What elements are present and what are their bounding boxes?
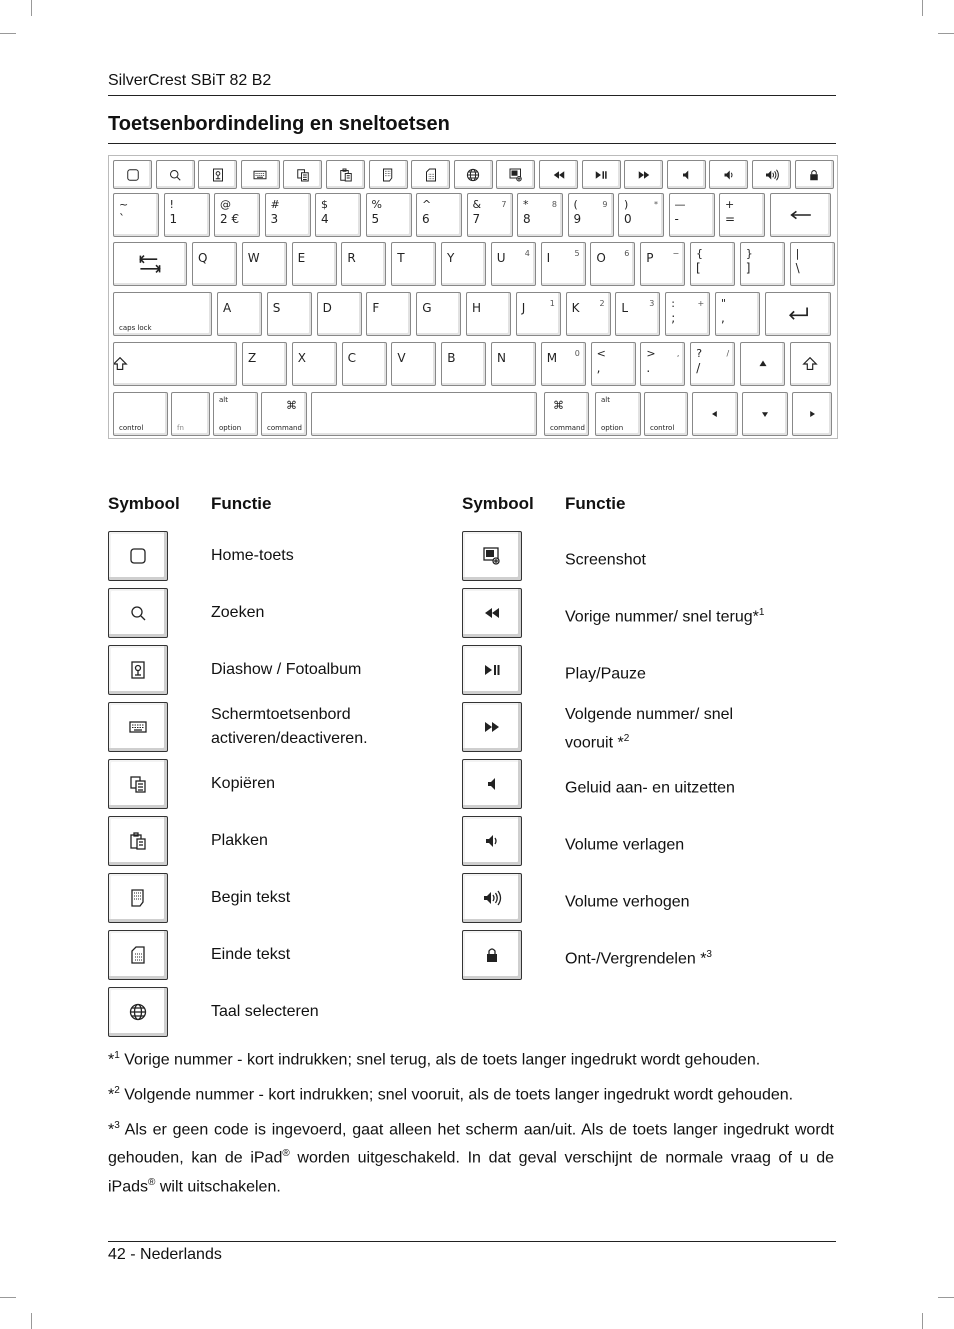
key-char: 7 bbox=[472, 212, 481, 226]
symbol-key-volume-down bbox=[462, 816, 522, 866]
play-pause-icon bbox=[594, 167, 609, 182]
shift-right-key[interactable] bbox=[790, 342, 831, 386]
key-numpad-char: 0 bbox=[574, 349, 580, 358]
command-icon: ⌘ bbox=[553, 399, 564, 412]
keyboard-key[interactable] bbox=[416, 193, 462, 237]
keyboard-key[interactable] bbox=[292, 342, 337, 386]
key-char: [ bbox=[696, 261, 701, 275]
command-label: command bbox=[550, 424, 585, 432]
keyboard-key[interactable] bbox=[366, 292, 411, 336]
key-shift-char: ( bbox=[573, 198, 578, 211]
key-numpad-char: 2 bbox=[599, 299, 605, 308]
key-char: 9 bbox=[573, 212, 582, 226]
footnote-2: *$^2$ Volgende nummer - kort indrukken; snel vooruit, als de toets langer ingedrukt wordt gehouden. bbox=[108, 1085, 794, 1104]
key-shift-char: } bbox=[745, 247, 753, 260]
paste-icon bbox=[128, 831, 148, 851]
key-char: U bbox=[496, 251, 506, 265]
enter-icon bbox=[785, 301, 811, 327]
fn-key-volume-up[interactable] bbox=[752, 160, 791, 189]
fast-forward-icon bbox=[636, 167, 651, 182]
fn-key[interactable] bbox=[171, 392, 210, 436]
symbol-key-text-start bbox=[108, 873, 168, 923]
key-char: G bbox=[422, 301, 432, 315]
key-char: H bbox=[472, 301, 482, 315]
arrow-right-key[interactable] bbox=[792, 392, 832, 436]
key-char: X bbox=[297, 351, 307, 365]
search-icon bbox=[128, 603, 148, 623]
symbol-key-home bbox=[108, 531, 168, 581]
slideshow-icon bbox=[128, 660, 148, 680]
fn-key-globe[interactable] bbox=[454, 160, 493, 189]
page-header bbox=[108, 70, 836, 96]
keyboard-key[interactable] bbox=[164, 193, 210, 237]
fn-key-play-pause[interactable] bbox=[582, 160, 621, 189]
fn-key-rewind[interactable] bbox=[539, 160, 578, 189]
control-right-key[interactable] bbox=[644, 392, 688, 436]
keyboard-key[interactable] bbox=[265, 193, 311, 237]
arrow-left-icon bbox=[709, 408, 721, 420]
keyboard-key[interactable] bbox=[466, 292, 511, 336]
col-function-left: Functie bbox=[211, 494, 272, 513]
keyboard-key[interactable] bbox=[441, 242, 486, 286]
keyboard-key[interactable] bbox=[467, 193, 513, 237]
key-shift-char: $ bbox=[321, 198, 328, 211]
fast-forward-icon bbox=[482, 717, 502, 737]
option-right-key[interactable] bbox=[595, 392, 641, 436]
keyboard-key[interactable] bbox=[669, 193, 715, 237]
volume-down-icon bbox=[721, 167, 736, 182]
function-text: Vorige nummer/ snel terug*$^1$ bbox=[565, 607, 765, 626]
key-char: Q bbox=[198, 251, 208, 265]
key-char: Z bbox=[248, 351, 257, 365]
fn-key-home[interactable] bbox=[113, 160, 152, 189]
globe-icon bbox=[466, 167, 481, 182]
space-key[interactable] bbox=[311, 392, 537, 436]
arrow-up-icon bbox=[756, 357, 770, 371]
key-shift-char: > bbox=[646, 347, 656, 360]
crop-mark bbox=[922, 1313, 923, 1329]
function-text: Home-toets bbox=[211, 547, 294, 564]
key-char: 3 bbox=[270, 212, 279, 226]
home-icon bbox=[128, 546, 148, 566]
fn-key-text-end[interactable] bbox=[411, 160, 450, 189]
function-text: Screenshot bbox=[565, 551, 646, 569]
function-text: Diashow / Fotoalbum bbox=[211, 661, 362, 678]
screenshot-icon bbox=[482, 546, 502, 566]
key-numpad-char: 1 bbox=[549, 299, 555, 308]
keyboard-icon bbox=[253, 167, 268, 182]
symbol-key-screenshot bbox=[462, 531, 522, 581]
keyboard-key[interactable] bbox=[491, 242, 536, 286]
key-char: , bbox=[721, 311, 725, 325]
function-text: Einde tekst bbox=[211, 946, 291, 963]
keyboard-key[interactable] bbox=[315, 193, 361, 237]
function-text: Plakken bbox=[211, 832, 268, 849]
symbol-key-globe bbox=[108, 987, 168, 1037]
crop-mark bbox=[938, 1297, 954, 1298]
keyboard-key[interactable] bbox=[242, 242, 287, 286]
key-shift-char: @ bbox=[220, 198, 231, 211]
key-char: L bbox=[621, 301, 629, 315]
keyboard-key[interactable] bbox=[591, 342, 636, 386]
caps-lock-label: caps lock bbox=[119, 324, 152, 332]
paste-icon bbox=[338, 167, 353, 182]
col-symbol-right: Symbool bbox=[462, 494, 534, 513]
key-numpad-char: + bbox=[697, 299, 705, 308]
arrow-down-key[interactable] bbox=[742, 392, 788, 436]
footnote-3: *$^3$ Als er geen code is ingevoerd, gaat alleen het scherm aan/uit. Als de toets langer ingedrukt wordt gehouden, kan de iPad® worden uitgeschakeld. In dat geval verschijnt de normale vraag of u de iPads® wilt uitschakelen. bbox=[108, 1120, 834, 1195]
crop-mark bbox=[922, 0, 923, 16]
keyboard-key[interactable] bbox=[590, 242, 635, 286]
arrow-up-key[interactable] bbox=[740, 342, 785, 386]
key-char: 5 bbox=[371, 212, 380, 226]
symbol-key-search bbox=[108, 588, 168, 638]
key-numpad-char: 7 bbox=[501, 200, 507, 209]
key-shift-char: + bbox=[725, 198, 735, 211]
lock-icon bbox=[807, 167, 822, 182]
fn-key-copy[interactable] bbox=[283, 160, 322, 189]
crop-mark bbox=[0, 33, 16, 34]
key-shift-char: ? bbox=[696, 347, 703, 360]
fn-key-slideshow[interactable] bbox=[198, 160, 237, 189]
key-char: 2 € bbox=[220, 212, 240, 226]
function-text: Kopiëren bbox=[211, 775, 276, 792]
keyboard-key[interactable] bbox=[719, 193, 765, 237]
option-label: option bbox=[219, 424, 242, 432]
key-numpad-char: / bbox=[726, 349, 730, 358]
symbol-key-volume-up bbox=[462, 873, 522, 923]
symbol-key-text-end bbox=[108, 930, 168, 980]
mute-icon bbox=[679, 167, 694, 182]
key-numpad-char: 3 bbox=[649, 299, 655, 308]
alt-label: alt bbox=[219, 396, 228, 404]
key-char: F bbox=[372, 301, 380, 315]
keyboard-key[interactable] bbox=[441, 342, 486, 386]
function-text: Volgende nummer/ snel vooruit *$^2$ bbox=[565, 706, 734, 752]
page-number: 42 - Nederlands bbox=[108, 1246, 222, 1263]
symbol-key-fast-forward bbox=[462, 702, 522, 752]
shift-left-key[interactable] bbox=[113, 342, 237, 386]
text-end-icon bbox=[128, 945, 148, 965]
keyboard-key[interactable] bbox=[391, 342, 436, 386]
key-numpad-char: − bbox=[672, 249, 680, 258]
keyboard-key[interactable] bbox=[568, 193, 614, 237]
volume-down-icon bbox=[482, 831, 502, 851]
home-icon bbox=[125, 167, 140, 182]
keyboard-key[interactable] bbox=[491, 342, 536, 386]
fn-key-search[interactable] bbox=[156, 160, 195, 189]
key-char: P bbox=[646, 251, 654, 265]
keyboard-key[interactable] bbox=[214, 193, 260, 237]
caps-lock-key[interactable] bbox=[113, 292, 212, 336]
keyboard-key[interactable] bbox=[341, 242, 386, 286]
fn-key-text-start[interactable] bbox=[369, 160, 408, 189]
key-shift-char: * bbox=[523, 198, 529, 211]
key-shift-char: { bbox=[696, 247, 703, 260]
key-shift-char: ^ bbox=[422, 198, 432, 211]
key-numpad-char: 9 bbox=[602, 200, 608, 209]
keyboard-icon bbox=[128, 717, 148, 737]
command-right-key[interactable] bbox=[544, 392, 589, 436]
function-text: Zoeken bbox=[211, 604, 265, 621]
key-numpad-char: 5 bbox=[574, 249, 580, 258]
function-text: Taal selecteren bbox=[211, 1003, 319, 1020]
keyboard-key[interactable] bbox=[541, 342, 586, 386]
keyboard-key[interactable] bbox=[267, 292, 312, 336]
keyboard-key[interactable] bbox=[192, 242, 237, 286]
fn-key-paste[interactable] bbox=[326, 160, 365, 189]
fn-key-mute[interactable] bbox=[667, 160, 706, 189]
keyboard-key[interactable] bbox=[113, 193, 159, 237]
keyboard-key[interactable] bbox=[517, 193, 563, 237]
key-char: K bbox=[571, 301, 580, 315]
keyboard-key[interactable] bbox=[740, 242, 785, 286]
col-symbol-left: Symbool bbox=[108, 494, 180, 513]
fn-key-keyboard[interactable] bbox=[241, 160, 280, 189]
symbol-key-mute bbox=[462, 759, 522, 809]
key-shift-char: — bbox=[674, 198, 686, 211]
key-char: - bbox=[674, 212, 679, 226]
keyboard-key[interactable] bbox=[665, 292, 710, 336]
key-shift-char: ! bbox=[169, 198, 174, 211]
key-char: = bbox=[725, 212, 736, 226]
key-char: R bbox=[347, 251, 356, 265]
key-shift-char: < bbox=[596, 347, 606, 360]
key-numpad-char: 8 bbox=[551, 200, 557, 209]
crop-mark bbox=[0, 1297, 16, 1298]
keyboard-key[interactable] bbox=[690, 342, 735, 386]
key-char: \ bbox=[795, 261, 800, 275]
key-shift-char: ) bbox=[624, 198, 629, 211]
arrow-right-icon bbox=[806, 408, 818, 420]
fn-label: fn bbox=[177, 424, 184, 432]
key-char: 0 bbox=[624, 212, 632, 226]
key-shift-char: " bbox=[721, 297, 727, 310]
fn-key-lock[interactable] bbox=[795, 160, 834, 189]
command-left-key[interactable] bbox=[261, 392, 307, 436]
control-left-key[interactable] bbox=[113, 392, 168, 436]
volume-up-icon bbox=[764, 167, 779, 182]
symbol-key-play-pause bbox=[462, 645, 522, 695]
shift-icon bbox=[113, 355, 129, 373]
key-char: 6 bbox=[422, 212, 430, 226]
key-shift-char: & bbox=[472, 198, 482, 211]
keyboard-key[interactable] bbox=[317, 292, 362, 336]
globe-icon bbox=[128, 1002, 148, 1022]
function-text: Play/Pauze bbox=[565, 665, 646, 683]
text-start-icon bbox=[128, 888, 148, 908]
page-footer bbox=[108, 1241, 836, 1263]
arrow-down-icon bbox=[759, 408, 771, 420]
control-label: control bbox=[650, 424, 675, 432]
crop-mark bbox=[938, 33, 954, 34]
key-shift-char: | bbox=[795, 247, 800, 260]
keyboard-key[interactable] bbox=[217, 292, 262, 336]
lock-icon bbox=[482, 945, 502, 965]
symbol-key-paste bbox=[108, 816, 168, 866]
key-char: T bbox=[397, 251, 405, 265]
tab-icon bbox=[138, 252, 162, 276]
arrow-left-key[interactable] bbox=[692, 392, 738, 436]
keyboard-key[interactable] bbox=[516, 292, 561, 336]
key-numpad-char: 4 bbox=[524, 249, 530, 258]
search-icon bbox=[168, 167, 183, 182]
enter-key[interactable] bbox=[765, 292, 831, 336]
key-char: ` bbox=[119, 212, 125, 226]
key-char: D bbox=[322, 301, 332, 315]
crop-mark bbox=[31, 1313, 32, 1329]
key-char: V bbox=[397, 351, 406, 365]
keyboard-key[interactable] bbox=[366, 193, 412, 237]
play-pause-icon bbox=[482, 660, 502, 680]
key-char: A bbox=[223, 301, 232, 315]
symbol-key-keyboard bbox=[108, 702, 168, 752]
function-text: Geluid aan- en uitzetten bbox=[565, 779, 735, 797]
key-char: W bbox=[247, 251, 260, 265]
function-text: Schermtoetsenbord activeren/deactiveren. bbox=[211, 706, 368, 747]
keyboard-key[interactable] bbox=[618, 193, 664, 237]
fn-key-screenshot[interactable] bbox=[496, 160, 535, 189]
rewind-icon bbox=[482, 603, 502, 623]
key-char: C bbox=[347, 351, 356, 365]
key-char: J bbox=[521, 301, 526, 315]
key-shift-char: ~ bbox=[119, 198, 129, 211]
keyboard-key[interactable] bbox=[292, 242, 337, 286]
key-numpad-char: 6 bbox=[624, 249, 630, 258]
keyboard-key[interactable] bbox=[640, 242, 685, 286]
copy-icon bbox=[128, 774, 148, 794]
key-char: I bbox=[546, 251, 551, 265]
key-numpad-char: , bbox=[676, 349, 680, 358]
alt-label: alt bbox=[601, 396, 610, 404]
symbol-key-rewind bbox=[462, 588, 522, 638]
text-end-icon bbox=[423, 167, 438, 182]
mute-icon bbox=[482, 774, 502, 794]
keyboard-key[interactable] bbox=[541, 242, 586, 286]
key-char: O bbox=[596, 251, 606, 265]
keyboard-key[interactable] bbox=[391, 242, 436, 286]
keyboard-key[interactable] bbox=[790, 242, 835, 286]
fn-key-volume-down[interactable] bbox=[709, 160, 748, 189]
control-label: control bbox=[119, 424, 144, 432]
symbol-key-slideshow bbox=[108, 645, 168, 695]
text-start-icon bbox=[381, 167, 396, 182]
keyboard-key[interactable] bbox=[342, 342, 387, 386]
key-shift-char: % bbox=[371, 198, 382, 211]
keyboard-key[interactable] bbox=[566, 292, 611, 336]
backspace-icon bbox=[788, 203, 812, 227]
key-char: N bbox=[497, 351, 506, 365]
function-text: Begin tekst bbox=[211, 889, 291, 906]
keyboard-key[interactable] bbox=[416, 292, 461, 336]
footnote-1: *$^1$ Vorige nummer - kort indrukken; snel terug, als de toets langer ingedrukt wordt gehouden. bbox=[108, 1050, 761, 1069]
option-label: option bbox=[601, 424, 624, 432]
key-char: . bbox=[646, 361, 651, 375]
keyboard-key[interactable] bbox=[715, 292, 760, 336]
key-char: ; bbox=[671, 311, 676, 325]
key-char: 4 bbox=[321, 212, 329, 226]
product-name: SilverCrest SBiT 82 B2 bbox=[108, 72, 272, 89]
key-char: B bbox=[447, 351, 456, 365]
volume-up-icon bbox=[482, 888, 502, 908]
keyboard-key[interactable] bbox=[640, 342, 685, 386]
tab-key[interactable] bbox=[113, 242, 187, 286]
key-char: Y bbox=[447, 251, 455, 265]
option-left-key[interactable] bbox=[213, 392, 258, 436]
key-char: E bbox=[297, 251, 306, 265]
key-char: M bbox=[546, 351, 558, 365]
rewind-icon bbox=[551, 167, 566, 182]
symbol-key-lock bbox=[462, 930, 522, 980]
keyboard-key[interactable] bbox=[615, 292, 660, 336]
key-shift-char: # bbox=[270, 198, 280, 211]
section-title: Toetsenbordindeling en sneltoetsen bbox=[108, 113, 836, 144]
key-char: / bbox=[696, 361, 701, 375]
key-numpad-char: * bbox=[654, 200, 658, 209]
shift-icon bbox=[801, 355, 819, 373]
command-icon: ⌘ bbox=[286, 399, 297, 412]
keyboard-key[interactable] bbox=[690, 242, 735, 286]
function-text: Ont-/Vergrendelen *$^3$ bbox=[565, 949, 712, 968]
col-function-right: Functie bbox=[565, 494, 626, 513]
function-text: Volume verhogen bbox=[565, 893, 690, 911]
copy-icon bbox=[295, 167, 310, 182]
backspace-key[interactable] bbox=[770, 193, 832, 237]
key-char: , bbox=[596, 361, 601, 375]
command-label: command bbox=[267, 424, 302, 432]
fn-key-fast-forward[interactable] bbox=[624, 160, 663, 189]
screenshot-icon bbox=[508, 167, 523, 182]
keyboard-key[interactable] bbox=[242, 342, 287, 386]
key-char: ] bbox=[745, 261, 751, 275]
crop-mark bbox=[31, 0, 32, 16]
symbol-key-copy bbox=[108, 759, 168, 809]
key-char: S bbox=[272, 301, 281, 315]
keyboard-layout bbox=[108, 155, 838, 439]
slideshow-icon bbox=[210, 167, 225, 182]
key-shift-char: : bbox=[671, 297, 675, 310]
key-char: 1 bbox=[169, 212, 178, 226]
key-char: 8 bbox=[523, 212, 531, 226]
function-text: Volume verlagen bbox=[565, 836, 685, 854]
